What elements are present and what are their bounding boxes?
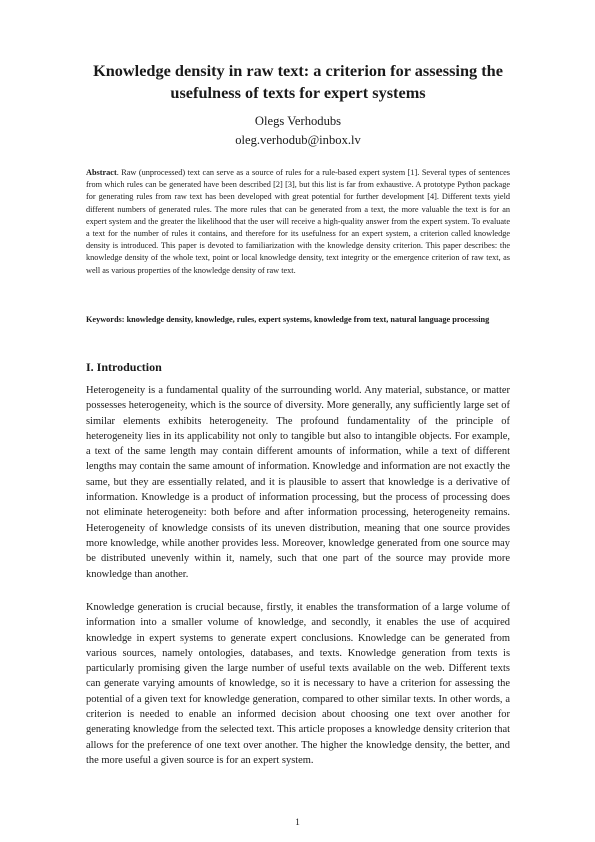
author-name: Olegs Verhodubs: [254, 114, 342, 128]
page-number: 1: [295, 818, 300, 828]
keywords-label: Keywords:: [86, 315, 125, 324]
intro-paragraph-2: Knowledge generation is crucial because, firstly, it enables the transformation of a large volume of information into a smaller volume of knowledge, and secondly, it enables the use of acquired knowledge in expert systems to generate expert conclusions. Knowledge can be generated from various sources, namely ontologies, databases, and texts. Knowledge generation from texts is particularly promising given the large number of useful texts available on the web. Different texts can generate varying amounts of knowledge, so it is necessary to have a criterion for assessing the potential of a given text for knowledge generation, compared to other similar texts. In other words, a criterion is needed to enable an informed decision about choosing one text over another for generating knowledge from the selected text. This article proposes a knowledge density criterion that allows for the preference of one text over another. The higher the knowledge density, the better, and the more useful a given source is for an expert system.: [86, 602, 510, 766]
keywords: [86, 314, 510, 326]
keywords-text: knowledge density, knowledge, rules, expert systems, knowledge from text, natural language processing: [126, 315, 490, 324]
intro-paragraph-1: Heterogeneity is a fundamental quality of the surrounding world. Any material, substance, or matter possesses heterogeneity, which is the source of diversity. More generally, any sufficiently large set of similar elements exhibits heterogeneity. The profound fundamentality of the principle of heterogeneity lies in its applicability not only to tangible but also to intangible objects. For example, a text of the same length may contain different amounts of information, while a text of different lengths may contain the same amount of information. Knowledge and information are not exactly the same, but they are essentially related, and it is plausible to assert that knowledge is a derivative of information. Knowledge is a product of information processing, but the process of processing does not eliminate heterogeneity: both before and after information processing, heterogeneity remains. Heterogeneity of knowledge consists of its uneven distribution, meaning that one source provides more knowledge, while another provides less. Moreover, knowledge generated from one source may be distributed unevenly within it, namely, such that one part of the source may provide more knowledge than another.: [86, 385, 510, 580]
abstract-label: Abstract: [86, 168, 117, 177]
section-heading: I. Introduction: [86, 360, 162, 374]
abstract-text: . Raw (unprocessed) text can serve as a source of rules for a rule-based expert system [1]. Several types of sentences from which rules can be generated have been described [2] [3], but this list is far from exhaustive. A prototype Python package for generating rules from raw text has been developed with great potential for further development [4]. Different texts yield different numbers of generated rules. The more rules that can be generated from a text, the more valuable the text is for an expert system and the greater the likelihood that the user will receive a high-quality answer from the expert system. To evaluate a text for the number of rules it contains, and therefore for its usefulness for an expert system, a criterion called knowledge density is introduced. This paper is devoted to familiarization with the knowledge density criterion. This paper describes: the knowledge density of the whole text, point or local knowledge density, text integrity or the emergence criterion of raw text, as well as various properties of the knowledge density of raw text.: [86, 168, 510, 275]
abstract: [86, 167, 510, 277]
paper-title: Knowledge density in raw text: a criterion for assessing the usefulness of texts for expert systems: [93, 61, 503, 102]
author-email: oleg.verhodub@inbox.lv: [235, 133, 361, 147]
